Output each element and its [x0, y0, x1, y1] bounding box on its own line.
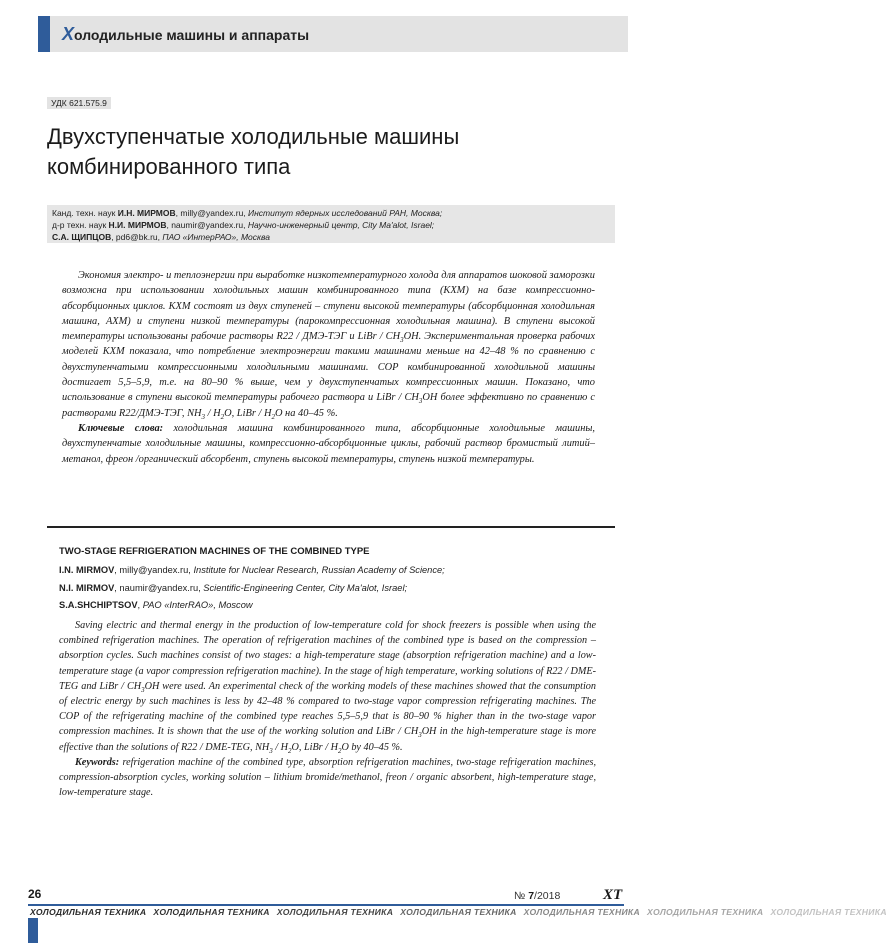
author-en-1: I.N. MIRMOV, milly@yandex.ru, Institute for Nuclear Research, Russian Academy of Science; [59, 565, 445, 575]
section-title [62, 24, 309, 45]
section-title-rest: олодильные машины и аппараты [74, 27, 310, 43]
article-title-en: TWO-STAGE REFRIGERATION MACHINES OF THE COMBINED TYPE [59, 546, 370, 557]
journal-logo: ХТ [603, 887, 623, 903]
keywords-en-text: refrigeration machine of the combined type, absorption refrigeration machines, two-stage refrigeration machines, compression-absorption cycles, working solution – lithium bromide/methanol, freon / organic absorbent, high-temperature stage, low-temperature stage. [59, 756, 596, 799]
keywords-en [59, 755, 596, 801]
article-title-ru-line2: комбинированного типа [47, 154, 291, 179]
footer-ticker [30, 907, 887, 919]
section-divider [47, 526, 615, 528]
ticker-item: ХОЛОДИЛЬНАЯ ТЕХНИКА [30, 907, 147, 917]
header-accent-block [38, 16, 50, 52]
abstract-ru-text: Экономия электро- и теплоэнергии при выработке низкотемпературного холода для аппаратов шоковой заморозки возможна при использовании холодильных машин комбинированного типа (КХМ) на базе компрессионно-абсорбционных циклов. КХМ состоят из двух ступеней – ступени высокой температуры (абсорбционная холодильная машина, АХМ) и ступени низкой температуры (парокомпрессионная холодильная машина). В ступени высокой температуры использованы рабочие растворы R22 / ДМЭ-ТЭГ и LiBr / $CH_3OH$. Экспериментальная проверка рабочих моделей КХМ показала, что потребление электроэнергии такими машинами меньше на 42–48 % по сравнению с двухступенчатыми компрессионными холодильными машинами. COP комбинированной холодильной машины достигает 5,5–5,9, т.е. на 80–90 % выше, чем у двухступенчатых компрессионных машин. Показано, что использование в ступени высокой температуры рабочего раствора и LiBr / $CH_3OH$ более эффективно по сравнению с растворами R22/ДМЭ-ТЭГ, $NH_3 / H_2O$, LiBr / $H_2O$ на 40–45 %. [62, 270, 595, 421]
footer-accent-bar [28, 918, 38, 943]
author-en-3: S.A.SHCHIPTSOV, PAO «InterRAO», Moscow [59, 600, 253, 610]
udk-code: УДК 621.575.9 [47, 97, 111, 109]
author-ru-3: С.А. ЩИПЦОВ, pd6@bk.ru, ПАО «ИнтерРАО», Москва [52, 232, 271, 242]
author-en-2: N.I. MIRMOV, naumir@yandex.ru, Scientific-Engineering Center, City Ma'alot, Israel; [59, 583, 408, 593]
keywords-ru-text: холодильная машина комбинированного типа, абсорбционные холодильные машины, двухступенчатые холодильные машины, компрессионно-абсорбционные циклы, рабочий раствор бромистый литий–метанол, фреон /органический абсорбент, ступень высокой температуры, ступень низкой температуры. [62, 422, 595, 465]
abstract-ru [62, 268, 595, 467]
ticker-item: ХОЛОДИЛЬНАЯ ТЕХНИКА [647, 907, 764, 917]
keywords-ru [62, 421, 595, 467]
keywords-ru-label: Ключевые слова: [78, 422, 164, 434]
ticker-item: ХОЛОДИЛЬНАЯ ТЕХНИКА [523, 907, 641, 917]
footer-rule [28, 904, 624, 906]
article-title-ru [47, 122, 607, 182]
author-ru-1: Канд. техн. наук И.Н. МИРМОВ, milly@yandex.ru, Институт ядерных исследований РАН, Москва; [52, 208, 443, 218]
article-title-ru-line1: Двухступенчатые холодильные машины [47, 124, 460, 149]
ticker-item: ХОЛОДИЛЬНАЯ ТЕХНИКА [400, 907, 517, 917]
page-number: 26 [28, 887, 42, 901]
abstract-en [59, 618, 596, 800]
ticker-item: ХОЛОДИЛЬНАЯ ТЕХНИКА [153, 907, 270, 917]
issue-label: № 7/2018 [514, 890, 561, 902]
ticker-item: ХОЛОДИЛЬНАЯ ТЕХНИКА [276, 907, 394, 917]
abstract-en-text: Saving electric and thermal energy in the production of low-temperature cold for shock freezers is possible when using the combined refrigeration machines. The operation of refrigeration machines of the combined type is based on the compression – absorption cycles. Such machines consist of two stages: a high-temperature stage (absorption refrigeration machine) and a low-temperature stage (a vapor compression refrigeration machine). In the stage of high temperature, working solutions of R22 / DME-TEG and LiBr / $CH_3OH$ were used. An experimental check of the working models of these machines showed that the consumption of electric energy by such machines is less by 42–48 % compared to two-stage vapor compression refrigerating machines. The COP of the refrigerating machine of the combined type reaches 5,5–5,9 that is 80–90 % higher than in the two-stage vapor compression machines. It is shown that the use of the working solution and LiBr / $CH_3OH$ in the high-temperature stage is more effective than the solutions of R22 / DME-TEG, $NH_3 / H_2O$, LiBr / $H_2O$ by 40–45 %. [59, 620, 596, 755]
ticker-item: ХОЛОДИЛЬНАЯ ТЕХНИКА [770, 907, 887, 917]
author-ru-2: д-р техн. наук Н.И. МИРМОВ, naumir@yandex.ru, Научно-инженерный центр, City Ma'alot, Israel; [52, 220, 435, 230]
section-title-cap: Х [62, 24, 75, 44]
keywords-en-label: Keywords: [75, 756, 120, 768]
